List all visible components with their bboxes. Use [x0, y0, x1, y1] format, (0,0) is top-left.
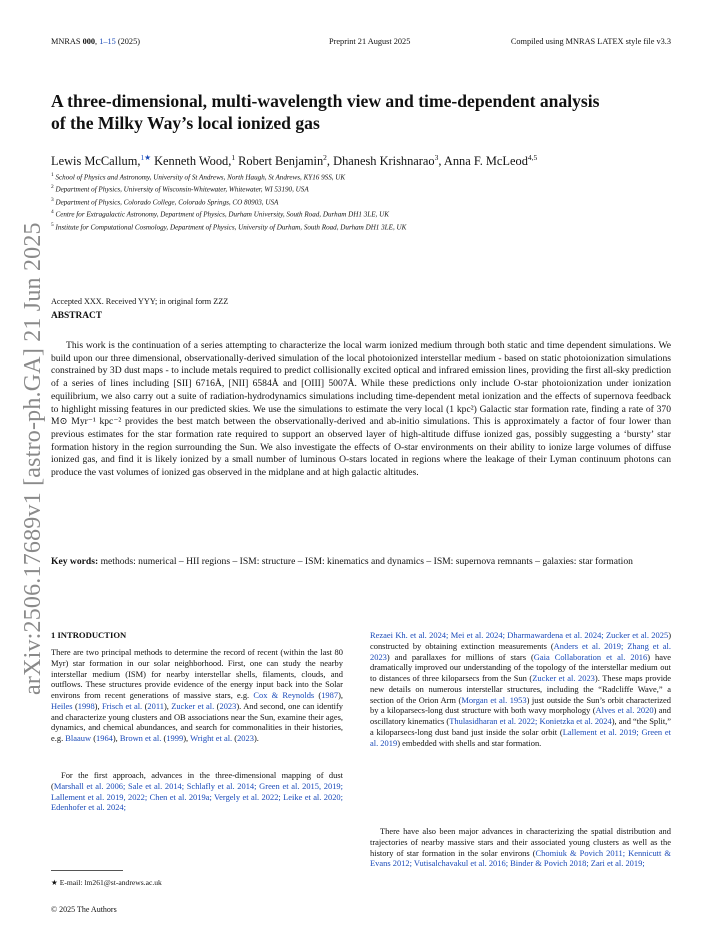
citation-link[interactable]: 2011	[147, 700, 164, 711]
citation-link[interactable]: Morgan et al. 1953	[461, 694, 527, 705]
title-line-2: of the Milky Way’s local ionized gas	[51, 113, 320, 133]
footnote-star: ★	[51, 878, 58, 887]
citation-link[interactable]: 1999	[166, 733, 184, 743]
citation-link[interactable]: Anders et al. 2019; Zhang et al. 2023	[370, 640, 671, 662]
citation-link[interactable]: Alves et al. 2020	[595, 705, 654, 716]
section-heading: 1 INTRODUCTION	[51, 630, 127, 640]
running-header	[51, 37, 671, 49]
intro-paragraph-2: For the first approach, advances in the three-dimensional mapping of dust (Marshall et al. 2006; Sale et al. 2014; Schlafly et al. 2014; Green et al. 2015, 2019; Lallement et al. 2019, 2022; Chen et al. 2019a; Vergely et al. 2022; Leike et al. 2020; Edenhofer et al. 2024;	[51, 770, 343, 813]
preprint-date: Preprint 21 August 2025	[329, 37, 411, 46]
citation-link[interactable]: Frisch et al.	[101, 700, 143, 711]
style-file-note: Compiled using MNRAS LATEX style file v3.3	[510, 37, 671, 46]
accepted-line: Accepted XXX. Received YYY; in original form ZZZ	[51, 297, 229, 306]
citation-link[interactable]: Blaauw	[65, 733, 92, 743]
citation-link[interactable]: Cox & Reynolds	[253, 690, 315, 700]
citation-link[interactable]: Marshall et al. 2006; Sale et al. 2014; Schlafly et al. 2014; Green et al. 2015, 2019; Lallement et al. 2019, 2022; Chen et al. 2019a; Vergely et al. 2022; Leike et al. 2020; Edenhofer et al. 2024;	[51, 780, 343, 813]
affiliation: $^2$ Department of Physics, University of Wisconsin-Whitewater, Whitewater, WI 53190, USA	[51, 184, 309, 194]
affiliation: $^5$ Institute for Computational Cosmology, Department of Physics, University of Durham, South Road, Durham DH1 3LE, UK	[51, 221, 407, 232]
page-range-link[interactable]: 1–15	[99, 37, 116, 46]
intro-paragraph-1: There are two principal methods to determine the record of recent (within the last 80 Myr) star formation in our solar neighborhood. First, one can study the nearby interstellar medium (ISM) for nearby interstellar shells, filaments, clouds, and outflows. These structures provide evidence of the energy input back into the Solar environs from recent generations of massive stars, e.g. Cox & Reynolds (1987), Heiles (1998), Frisch et al. (2011), Zucker et al. (2023). And second, one can identify and characterize young clusters and OB associations near the Sun, examine their ages, dynamics, and chemical abundances, and search for commonalities in their histories, e.g. Blaauw (1964), Brown et al. (1999), Wright et al. (2023).	[51, 647, 344, 743]
copyright: © 2025 The Authors	[51, 905, 117, 914]
citation-link[interactable]: 2023	[237, 733, 254, 743]
intro-paragraph-2-continued: Rezaei Kh. et al. 2024; Mei et al. 2024; Dharmawardena et al. 2024; Zucker et al. 2025) constructed by obtaining extinction measurements (Anders et al. 2019; Zhang et al. 2023) and parallaxes for millions of stars (Gaia Collaboration et al. 2016) have dramatically improved our understanding of the topology of the interstellar medium out to distances of three kiloparsecs from the Sun (Zucker et al. 2023). These maps provide new details on numerous interstellar structures, including the “Radcliffe Wave,” a section of the Orion Arm (Morgan et al. 1953) just outside the Sun’s orbit characterized by a kiloparsecs-long dust structure with both wavy morphology (Alves et al. 2020) and oscillatory kinematics (Thulasidharan et al. 2022; Konietzka et al. 2024), and “the Split,” a kiloparsecs-long dust band just inside the solar orbit (Lallement et al. 2019; Green et al. 2019) embedded with shells and star formation.	[370, 630, 672, 748]
citation-link[interactable]: Brown et al.	[119, 733, 162, 743]
citation-link[interactable]: 1998	[77, 700, 95, 711]
affiliation: $^3$ Department of Physics, Colorado College, Colorado Springs, CO 80903, USA	[51, 196, 279, 207]
author-1-affil-link[interactable]: 1★	[140, 153, 151, 162]
abstract-text: This work is the continuation of a series attempting to characterize the local warm ionized medium through both static and time dependent simulations. We build upon our three dimensional, observationally-derived simulation of the local photoionized interstellar medium - based on static photoionization simulations constrained by 3D dust maps - to include metals required to predict collisionally excited optical and infrared emission lines, providing the first all-sky prediction of a series of lines including [SII] 6716Å, [NII] 6584Å and [OIII] 5007Å. While these predictions only include O-star photoionization under ionization equilibrium, we also carry out a suite of radiation-hydrodynamics simulations including time-dependent metal ionization and the effects of supernova feedback to highlight missing features in our predicted skies. We use the simulations to estimate the very local (1 kpc²) Galactic star formation rate, finding a rate of 370 M⊙ Myr⁻¹ kpc⁻² provides the best match between the observationally-derived and ab-initio simulations. This is approximately a factor of four lower than previous estimates for the star formation rate required to support an observed layer of high-altitude diffuse ionized gas, possibly suggesting a ‘bursty’ star formation history in the region surrounding the Sun. We also investigate the effects of O-star environments on their ability to ionize large volumes of diffuse ionized gas, and find it is likely ionized by a small number of luminous O-stars located in regions where the leakage of their Lyman continuum photons can produce the vast volumes of ionized gas observed in the midplane and at high galactic altitudes.	[51, 340, 671, 479]
citation-link[interactable]: Lallement et al. 2019; Green et al. 2019	[370, 726, 671, 748]
footnote-email: E-mail: lm261@st-andrews.ac.uk	[57, 878, 162, 887]
keywords	[51, 556, 671, 569]
author-list: Lewis McCallum,$^{1★}$ Kenneth Wood,$^1$ Robert Benjamin$^2$, Dhanesh Krishnarao$^3$, Anna F. McLeod$^{4,5}$	[51, 153, 538, 169]
citation-link[interactable]: Chomiuk & Povich 2011; Kennicutt & Evans 2012; Vutisalchavakul et al. 2016; Binder & Povich 2018; Zari et al. 2019;	[370, 847, 671, 869]
citation-link[interactable]: Zucker et al.	[171, 700, 215, 711]
keywords-label: Key words:	[51, 556, 99, 567]
citation-link[interactable]: 1987	[321, 690, 339, 700]
citation-link[interactable]: 2023	[219, 700, 237, 711]
title-line-1: A three-dimensional, multi-wavelength view and time-dependent analysis	[51, 91, 600, 111]
footnote	[51, 878, 162, 887]
citation-link[interactable]: Rezaei Kh. et al. 2024; Mei et al. 2024; Dharmawardena et al. 2024; Zucker et al. 2025	[370, 630, 669, 640]
citation-link[interactable]: Wright et al.	[190, 733, 233, 743]
citation-link[interactable]: Heiles	[51, 700, 73, 711]
journal-citation: MNRAS 000, 1–15 (2025)	[51, 37, 140, 46]
affiliation-list	[51, 170, 671, 232]
citation-link[interactable]: Gaia Collaboration et al. 2016	[533, 651, 648, 662]
paper-title	[51, 90, 671, 134]
footnote-rule	[51, 870, 123, 871]
intro-paragraph-3: There have also been major advances in characterizing the spatial distribution and trajectories of nearby massive stars and their associated young clusters as well as the history of star formation in the solar environs (Chomiuk & Povich 2011; Kennicutt & Evans 2012; Vutisalchavakul et al. 2016; Binder & Povich 2018; Zari et al. 2019;	[370, 826, 671, 869]
affiliation: $^4$ Centre for Extragalactic Astronomy, Department of Physics, Durham University, South Road, Durham DH1 3LE, UK	[51, 209, 389, 219]
citation-link[interactable]: Thulasidharan et al. 2022; Konietzka et al. 2024	[449, 716, 612, 726]
abstract-heading: ABSTRACT	[51, 311, 103, 321]
citation-link[interactable]: Zucker et al. 2023	[532, 673, 595, 683]
keywords-list: methods: numerical – HII regions – ISM: structure – ISM: kinematics and dynamics – ISM: supernova remnants – galaxies: star formation	[98, 556, 633, 567]
arxiv-stamp-text: arXiv:2506.17689v1 [astro-ph.GA] 21 Jun 2025	[20, 222, 46, 695]
affiliation: $^1$ School of Physics and Astronomy, University of St Andrews, North Haugh, St Andrews, KY16 9SS, UK	[51, 172, 346, 182]
citation-link[interactable]: 1964	[96, 733, 113, 743]
